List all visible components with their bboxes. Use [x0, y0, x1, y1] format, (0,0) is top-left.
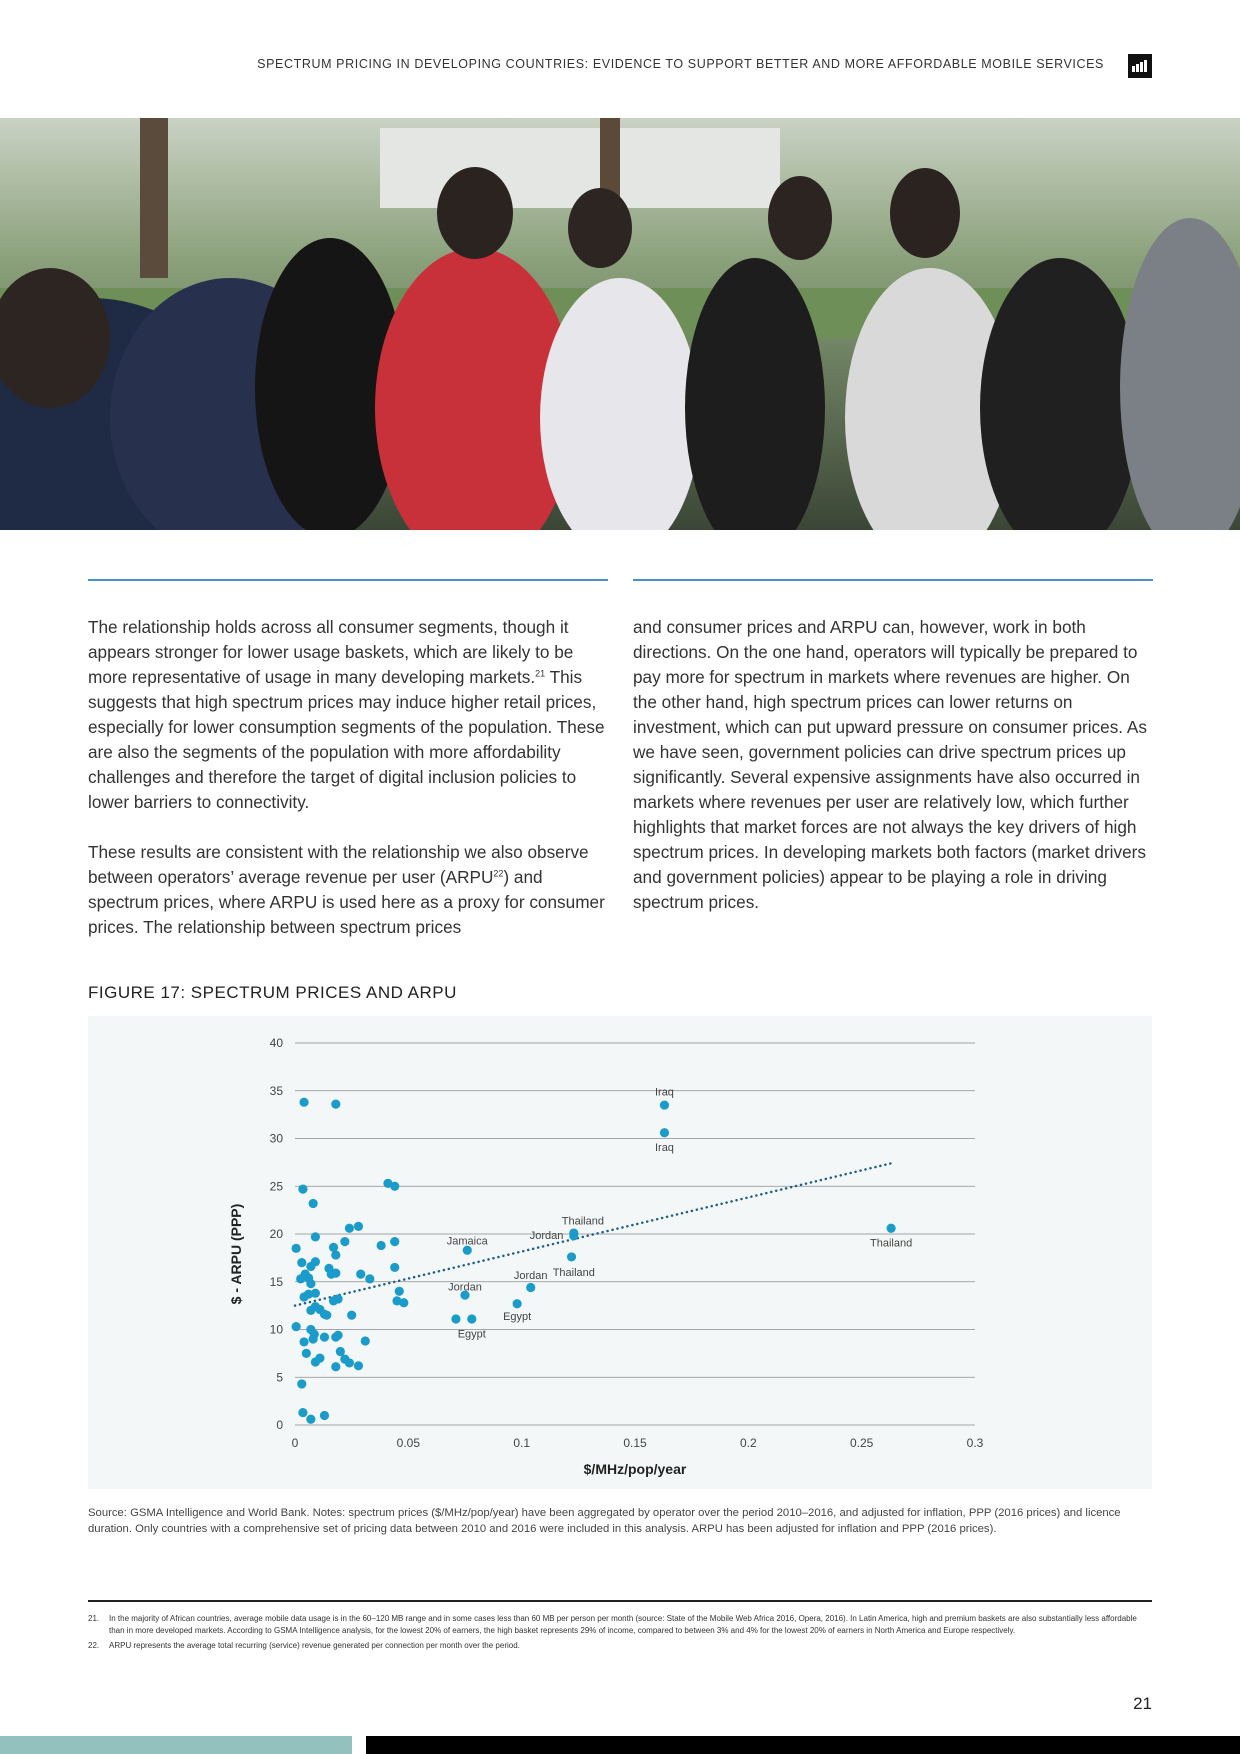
x-tick-label: 0.1: [513, 1436, 531, 1450]
data-point: [298, 1408, 307, 1417]
data-point: [311, 1357, 320, 1366]
data-point: [333, 1294, 342, 1303]
y-tick-label: 35: [269, 1083, 283, 1098]
data-point: [365, 1274, 374, 1283]
y-tick-label: 10: [269, 1322, 283, 1337]
point-annotation: Iraq: [654, 1142, 674, 1155]
running-header: SPECTRUM PRICING IN DEVELOPING COUNTRIES: EVIDENCE TO SUPPORT BETTER AND MORE AFFORDABLE MOBILE SERVICES: [257, 57, 1104, 71]
figure-title: FIGURE 17: SPECTRUM PRICES AND ARPU: [88, 983, 457, 1002]
data-point: [340, 1237, 349, 1246]
data-point: [331, 1100, 340, 1109]
data-point: [297, 1258, 306, 1267]
data-point: [297, 1379, 306, 1388]
y-tick-label: 25: [269, 1179, 283, 1194]
point-annotation: Thailand: [552, 1267, 595, 1280]
x-tick-label: 0: [291, 1436, 299, 1450]
data-point: [356, 1270, 365, 1279]
data-point: [513, 1299, 522, 1308]
x-tick-label: 0.25: [849, 1436, 874, 1450]
point-annotation: Thailand: [561, 1215, 604, 1228]
y-tick-label: 40: [269, 1036, 283, 1050]
footer-bar-black: [366, 1736, 1240, 1754]
point-annotation: Jordan: [513, 1270, 548, 1283]
data-point: [311, 1232, 320, 1241]
footnote: 21. In the majority of African countries, average mobile data usage is in the 60–120 MB range and in some cases less than 60 MB per person per month (source: State of the Mobile Web Africa 2016, Opera, 2016). In Latin America, high and premium baskets are also substantially less affordable than in more developed markets. According to GSMA Intelligence analysis, for the lowest 20% of earners, the high basket represents 29% of income, compared to between 3% and 4% for the lowest 20% of earners in North America and Europe respectively.: [88, 1614, 1137, 1635]
gsma-logo-icon: [1128, 54, 1152, 78]
y-tick-label: 15: [269, 1274, 283, 1289]
data-point: [354, 1361, 363, 1370]
footnote-ref: 22: [493, 868, 504, 879]
data-point: [309, 1199, 318, 1208]
data-point: [569, 1231, 578, 1240]
data-point: [298, 1185, 307, 1194]
data-point: [322, 1311, 331, 1320]
point-annotation: Jamaica: [446, 1235, 488, 1248]
footnotes: [88, 1613, 1152, 1655]
data-point: [306, 1306, 315, 1315]
data-point: [311, 1289, 320, 1298]
body-column-right: [633, 615, 1153, 940]
data-point: [399, 1298, 408, 1307]
data-point: [320, 1411, 329, 1420]
data-point: [292, 1322, 301, 1331]
footnote-ref: 21: [535, 668, 546, 679]
y-tick-label: 30: [269, 1131, 283, 1146]
data-point: [887, 1224, 896, 1233]
body-column-left: [88, 615, 608, 965]
data-point: [331, 1250, 340, 1259]
y-tick-label: 5: [276, 1370, 283, 1385]
point-annotation: Thailand: [870, 1237, 913, 1250]
point-annotation: Iraq: [654, 1086, 674, 1099]
data-point: [306, 1415, 315, 1424]
data-point: [390, 1237, 399, 1246]
point-annotation: Jordan: [448, 1281, 482, 1294]
point-annotation: Jordan: [529, 1229, 564, 1242]
data-point: [299, 1337, 308, 1346]
data-point: [390, 1182, 399, 1191]
data-point: [345, 1224, 354, 1233]
y-axis-label: $ - ARPU (PPP): [228, 1203, 244, 1305]
data-point: [336, 1347, 345, 1356]
scatter-chart: [88, 1016, 1152, 1489]
section-rule-right: [633, 579, 1153, 581]
x-tick-label: 0.2: [739, 1436, 757, 1450]
x-tick-label: 0.05: [396, 1436, 421, 1450]
data-point: [526, 1283, 535, 1292]
data-point: [333, 1331, 342, 1340]
point-annotation: Egypt: [457, 1328, 486, 1341]
data-point: [331, 1362, 340, 1371]
data-point: [302, 1349, 311, 1358]
data-point: [331, 1269, 340, 1278]
x-tick-label: 0.3: [966, 1436, 984, 1450]
data-point: [306, 1279, 315, 1288]
data-point: [299, 1098, 308, 1107]
data-point: [451, 1314, 460, 1323]
data-point: [660, 1100, 669, 1109]
paragraph: and consumer prices and ARPU can, however, work in both directions. On the one hand, operators will typically be prepared to pay more for spectrum in markets where revenues are higher. On the other hand, high spectrum prices can lower returns on investment, which can put upward pressure on consumer prices. As we have seen, government policies can drive spectrum prices up significantly. Several expensive assignments have also occurred in markets where revenues per user are relatively low, which further highlights that market forces are not always the key drivers of high spectrum prices. In developing markets both factors (market drivers and government policies) appear to be playing a role in driving spectrum prices.: [633, 617, 1147, 912]
point-annotation: Egypt: [503, 1311, 532, 1324]
x-axis-label: $/MHz/pop/year: [583, 1461, 687, 1477]
paragraph: These results are consistent with the relationship we also observe between operators’ average revenue per user (ARPU$^{22}$) and spectrum prices, where ARPU is used here as a proxy for consumer prices. The relationship between spectrum prices: [88, 842, 605, 937]
figure-source: Source: GSMA Intelligence and World Bank. Notes: spectrum prices ($/MHz/pop/year) have been aggregated by operator over the period 2010–2016, and adjusted for inflation, PPP (2016 prices) and licence duration. Only countries with a comprehensive set of pricing data between 2010 and 2016 were included in this analysis. ARPU has been adjusted for inflation and PPP (2016 prices).: [88, 1507, 1121, 1535]
data-point: [361, 1336, 370, 1345]
data-point: [345, 1358, 354, 1367]
data-point: [347, 1311, 356, 1320]
data-point: [377, 1241, 386, 1250]
section-rule-left: [88, 579, 608, 581]
footnote-rule: [88, 1600, 1152, 1602]
footer-bar-teal: [0, 1736, 352, 1754]
data-point: [309, 1334, 318, 1343]
footnote: 22. ARPU represents the average total recurring (service) revenue generated per connection per month over the period.: [88, 1641, 520, 1650]
y-tick-label: 0: [276, 1418, 283, 1432]
paragraph: The relationship holds across all consumer segments, though it appears stronger for lower usage baskets, which are likely to be more representative of usage in many developing markets.$^{21}$ This suggests that high spectrum prices may induce higher retail prices, especially for lower consumption segments of the population. These are also the segments of the population with more affordability challenges and therefore the target of digital inclusion policies to lower barriers to connectivity.: [88, 617, 605, 812]
data-point: [390, 1263, 399, 1272]
data-point: [660, 1128, 669, 1137]
y-tick-label: 20: [269, 1227, 283, 1241]
x-tick-label: 0.15: [623, 1436, 647, 1450]
data-point: [395, 1287, 404, 1296]
data-point: [467, 1314, 476, 1323]
data-point: [311, 1257, 320, 1266]
data-point: [320, 1333, 329, 1342]
data-point: [354, 1222, 363, 1231]
data-point: [292, 1244, 301, 1253]
page-number: 21: [1133, 1694, 1152, 1713]
data-point: [567, 1252, 576, 1261]
chart-canvas: [88, 1016, 1152, 1489]
crowd-photo: [0, 118, 1240, 530]
